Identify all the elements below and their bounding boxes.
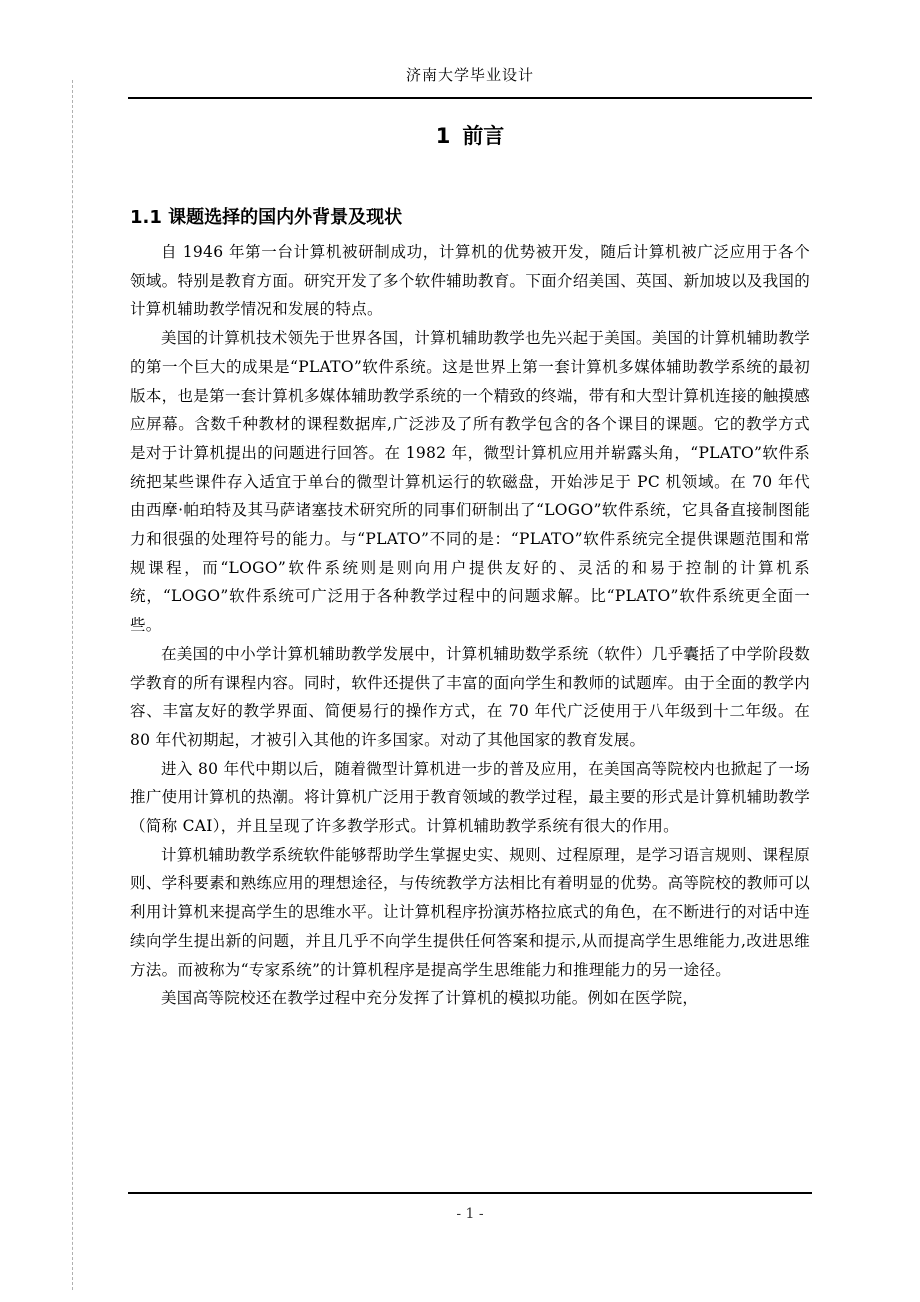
- chapter-number: 1: [435, 124, 451, 148]
- header-rule: [128, 97, 812, 99]
- paragraph-1: 自 1946 年第一台计算机被研制成功，计算机的优势被开发，随后计算机被广泛应用于各个领域。特别是教育方面。研究开发了多个软件辅助教育。下面介绍美国、英国、新加坡以及我国的计算机辅助教学情况和发展的特点。: [130, 243, 810, 319]
- section-heading: 1.1 课题选择的国内外背景及现状: [130, 207, 403, 228]
- paragraph-2: 美国的计算机技术领先于世界各国，计算机辅助教学也先兴起于美国。美国的计算机辅助教学的第一个巨大的成果是“PLATO”软件系统。这是世界上第一套计算机多媒体辅助教学系统的最初版本，也是第一套计算机多媒体辅助教学系统的一个精致的终端，带有和大型计算机连接的触摸感应屏幕。含数千种教材的课程数据库,广泛涉及了所有教学包含的各个课目的课题。它的教学方式是对于计算机提出的问题进行回答。在 1982 年，微型计算机应用并崭露头角，“PLATO”软件系统把某些课件存入适宜于单台的微型计算机运行的软磁盘，开始涉足于 PC 机领域。在 70 年代由西摩·帕珀特及其马萨诸塞技术研究所的同事们研制出了“LOGO”软件系统，它具备直接制图能力和很强的处理符号的能力。与“PLATO”不同的是：“PLATO”软件系统完全提供课题范围和常规课程，而“LOGO”软件系统则是则向用户提供友好的、灵活的和易于控制的计算机系统，“LOGO”软件系统可广泛用于各种教学过程中的问题求解。比“PLATO”软件系统更全面一些。: [130, 329, 810, 635]
- body-text: [130, 238, 810, 1013]
- paragraph-4: 进入 80 年代中期以后，随着微型计算机进一步的普及应用，在美国高等院校内也掀起了一场推广使用计算机的热潮。将计算机广泛用于教育领域的教学过程，最主要的形式是计算机辅助教学（简称 CAI），并且呈现了许多教学形式。计算机辅助教学系统有很大的作用。: [130, 759, 810, 836]
- page-number: - 1 -: [456, 1206, 484, 1222]
- paragraph-3: 在美国的中小学计算机辅助教学发展中，计算机辅助数学系统（软件）几乎囊括了中学阶段数学教育的所有课程内容。同时，软件还提供了丰富的面向学生和教师的试题库。由于全面的教学内容、丰富友好的教学界面、简便易行的操作方式，在 70 年代广泛使用于八年级到十二年级。在 80 年代初期起，才被引入其他的许多国家。对动了其他国家的教育发展。: [130, 644, 810, 749]
- chapter-title-text: 前言: [462, 124, 505, 148]
- chapter-title: [128, 120, 812, 152]
- paragraph-6: 美国高等院校还在教学过程中充分发挥了计算机的模拟功能。例如在医学院，: [161, 989, 699, 1008]
- footer-rule: [128, 1192, 812, 1194]
- page-header: 济南大学毕业设计: [405, 66, 534, 84]
- binding-margin-line: [72, 80, 73, 1290]
- paragraph-5: 计算机辅助教学系统软件能够帮助学生掌握史实、规则、过程原理，是学习语言规则、课程原则、学科要素和熟练应用的理想途径，与传统教学方法相比有着明显的优势。高等院校的教师可以利用计算机来提高学生的思维水平。让计算机程序扮演苏格拉底式的角色，在不断进行的对话中连续向学生提出新的问题，并且几乎不向学生提供任何答案和提示,从而提高学生思维能力,改进思维方法。而被称为“专家系统”的计算机程序是提高学生思维能力和推理能力的另一途径。: [130, 845, 810, 979]
